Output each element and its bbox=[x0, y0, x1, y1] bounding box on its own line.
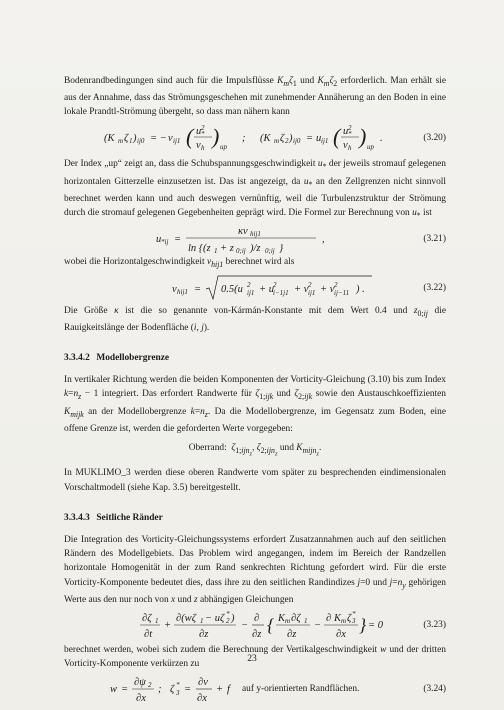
equation-3-22-graphic bbox=[172, 272, 392, 304]
svg-text:∂x: ∂x bbox=[336, 628, 346, 640]
svg-text:): ) bbox=[359, 124, 367, 150]
svg-text:up: up bbox=[367, 143, 374, 152]
svg-text:∂: ∂ bbox=[326, 612, 332, 624]
equation-3-20 bbox=[64, 121, 446, 155]
equation-number-3-22: (3.22) bbox=[423, 282, 446, 293]
svg-text:m: m bbox=[274, 137, 280, 146]
section-heading-seitliche-raender bbox=[64, 511, 446, 525]
svg-text:0.5(u: 0.5(u bbox=[221, 284, 243, 295]
svg-text:ij0: ij0 bbox=[137, 137, 145, 146]
svg-text:ζ: ζ bbox=[347, 612, 352, 624]
svg-text:{: { bbox=[267, 614, 275, 635]
oberrand-und: und bbox=[279, 442, 294, 453]
paragraph-vertikal: In vertikaler Richtung werden die beiden Komponenten der Vorticity-Gleichung (3.10) bis zum Index $k=n_z - 1$ integriert. Das erfordert Randwerte für $\zeta_{1;ijk}$ und $\zeta_{2;ijk}$ sowie den Austauschkoeffizienten $K_{mijk}$ an der Modellobergrenze $k=n_z$. Da die Modellobergrenze, im Gegensatz zum Boden, eine offene Grenze ist, werden die geforderten Werte vorgegeben: bbox=[64, 375, 447, 434]
svg-text:v: v bbox=[168, 133, 173, 145]
svg-text:2: 2 bbox=[348, 124, 352, 133]
paragraph-impulsfluesse: Bodenrandbedingungen sind auch für die Impulsflüsse $K_m\zeta_1$ und $K_m\zeta_2$ erforderlich. Man erhält sie aus der Annahme, dass das Strömungsgeschehen mit zunehmender Annäherung an den Boden in eine lokale Prandtl-Strömung übergeht, so dass man nähern kann bbox=[64, 76, 446, 118]
svg-text:): ) bbox=[133, 133, 137, 145]
svg-text:K: K bbox=[278, 612, 286, 624]
equation-3-23 bbox=[64, 609, 446, 641]
svg-text:∂v: ∂v bbox=[198, 677, 208, 689]
svg-text:*ij: *ij bbox=[161, 237, 169, 246]
section-title: Modellobergrenze bbox=[96, 353, 170, 364]
svg-text:*: * bbox=[348, 130, 352, 139]
svg-text:∂(wζ: ∂(wζ bbox=[176, 612, 196, 624]
equation-3-22 bbox=[64, 272, 446, 304]
page-content bbox=[64, 74, 446, 705]
svg-text:K: K bbox=[334, 612, 342, 624]
svg-text:;: ; bbox=[242, 133, 246, 145]
equation-3-21-graphic bbox=[156, 223, 356, 255]
svg-text:=: = bbox=[306, 133, 314, 145]
svg-text:hij1: hij1 bbox=[177, 288, 188, 296]
svg-text:+ v: + v bbox=[320, 284, 335, 295]
svg-text:f: f bbox=[227, 684, 230, 696]
equation-oberrand: Oberrand: $\zeta_{1;ijn_z}$, $\zeta_{2;ijn_z}$ und $K_{mijn_z}$. bbox=[188, 442, 322, 458]
equation-3-20-graphic bbox=[104, 121, 404, 155]
svg-text:.: . bbox=[380, 133, 383, 145]
svg-text:1: 1 bbox=[129, 137, 133, 146]
svg-text:ij1: ij1 bbox=[247, 289, 255, 297]
svg-text:*: * bbox=[201, 130, 205, 139]
svg-text:(: ( bbox=[186, 124, 194, 150]
svg-text:∂t: ∂t bbox=[144, 628, 153, 640]
svg-text:2: 2 bbox=[285, 137, 289, 146]
svg-text:;: ; bbox=[158, 684, 162, 696]
equation-3-21 bbox=[64, 223, 446, 255]
svg-text:2: 2 bbox=[273, 281, 277, 289]
paragraph-karman: Die Größe κ ist die so genannte von-Kármán-Konstante mit dem Wert 0.4 und $z_{0;ij}$ die Rauigkeitslänge der Bodenfläche (i, j). bbox=[64, 306, 446, 334]
svg-text:−: − bbox=[241, 619, 249, 631]
svg-text:2: 2 bbox=[334, 281, 338, 289]
equation-3-24 bbox=[64, 673, 446, 705]
svg-text:1: 1 bbox=[155, 616, 159, 625]
section-title: Seitliche Ränder bbox=[96, 512, 163, 523]
svg-text:ij0: ij0 bbox=[293, 137, 301, 146]
paragraph-index-up: Der Index „up“ zeigt an, dass die Schubspannungsgeschwindigkeit $u_*$ der jeweils stromauf gelegenen horizontalen Gitterzelle einzusetzen ist. Das ist angezeigt, da $u_*$ an den Zellgrenzen nicht sinnvoll berechnet werden kann und auch deswegen vernünftig, weil die Turbulenzstruktur der Strömung durch die stromauf gelegenen Gegebenheiten geprägt wird. Die Formel zur Berechnung von $u_*$ ist bbox=[64, 159, 447, 220]
svg-text:1: 1 bbox=[304, 616, 308, 625]
svg-text:0;ij: 0;ij bbox=[265, 246, 275, 255]
svg-text:∂ζ: ∂ζ bbox=[291, 612, 301, 624]
svg-text:∂ζ: ∂ζ bbox=[142, 612, 152, 624]
svg-text:+: + bbox=[164, 619, 172, 631]
svg-text:) .: ) . bbox=[356, 284, 365, 295]
svg-text:ij1: ij1 bbox=[321, 137, 329, 146]
svg-text:ζ: ζ bbox=[170, 684, 175, 696]
svg-text:2: 2 bbox=[201, 124, 205, 133]
svg-text:(K: (K bbox=[260, 133, 271, 145]
svg-text:1: 1 bbox=[200, 616, 204, 625]
svg-text:i−1j1: i−1j1 bbox=[273, 289, 289, 297]
svg-text:,: , bbox=[322, 233, 325, 245]
paragraph-horizontal: wobei die Horizontalgeschwindigkeit $v_{hij1}$ berechnet wird als bbox=[64, 256, 295, 269]
svg-text:*: * bbox=[352, 609, 356, 618]
svg-text:∂x: ∂x bbox=[197, 693, 207, 705]
svg-text:+: + bbox=[216, 684, 224, 696]
svg-text:2: 2 bbox=[226, 616, 230, 625]
svg-text:+ u: + u bbox=[259, 284, 274, 295]
svg-text:=: = bbox=[174, 233, 182, 245]
svg-text:m: m bbox=[118, 137, 124, 146]
svg-text:∂z: ∂z bbox=[199, 628, 209, 640]
equation-number-3-24: (3.24) bbox=[423, 684, 446, 695]
svg-text:0;ij: 0;ij bbox=[236, 246, 246, 255]
equation-3-23-graphic bbox=[140, 609, 383, 641]
svg-text:= 0: = 0 bbox=[368, 619, 383, 631]
paragraph-berechnet: berechnet werden, wobei sich zudem die Berechnung der Vertikalgeschwindigkeit w und der dritten Vorticity-Komponente verkürzen zu bbox=[64, 644, 446, 669]
svg-text:): ) bbox=[289, 133, 293, 145]
svg-text:u: u bbox=[196, 126, 202, 138]
svg-text:up: up bbox=[220, 143, 227, 152]
svg-text:ζ: ζ bbox=[124, 133, 129, 145]
svg-text:(K: (K bbox=[104, 133, 115, 145]
section-number: 3.3.4.3 bbox=[64, 512, 90, 523]
svg-text:h: h bbox=[348, 144, 352, 153]
svg-text:*: * bbox=[176, 681, 180, 690]
svg-text:): ) bbox=[212, 124, 220, 150]
svg-text:*: * bbox=[226, 609, 230, 618]
svg-text:v: v bbox=[172, 284, 177, 295]
svg-text:w: w bbox=[110, 684, 118, 696]
svg-text:− uζ: − uζ bbox=[205, 612, 225, 624]
svg-text:κv: κv bbox=[238, 225, 248, 237]
svg-text:3: 3 bbox=[176, 689, 180, 698]
svg-text:2: 2 bbox=[247, 281, 251, 289]
section-number: 3.3.4.2 bbox=[64, 353, 90, 364]
svg-text:ln {(z: ln {(z bbox=[188, 242, 211, 254]
svg-text:v: v bbox=[343, 140, 348, 152]
section-heading-modellobergrenze bbox=[64, 351, 446, 365]
paragraph-muklimo: In MUKLIMO_3 werden diese oberen Randwerte vom später zu besprechenden eindimensionalen Vorschaltmodell (siehe Kap. 3.5) bereitgestellt. bbox=[64, 468, 446, 493]
svg-text:∂z: ∂z bbox=[287, 628, 297, 640]
svg-text:ij1: ij1 bbox=[308, 289, 316, 297]
svg-text:}: } bbox=[359, 614, 367, 635]
svg-text:h: h bbox=[201, 144, 205, 153]
svg-text:ζ: ζ bbox=[280, 133, 285, 145]
svg-text:ij1: ij1 bbox=[173, 137, 181, 146]
svg-text:3: 3 bbox=[352, 616, 356, 625]
svg-text:1: 1 bbox=[214, 246, 218, 255]
svg-text:}: } bbox=[279, 242, 284, 254]
page-number: 23 bbox=[247, 653, 257, 664]
svg-text:∂: ∂ bbox=[254, 612, 260, 624]
svg-text:= −: = − bbox=[150, 133, 167, 145]
svg-text:+ v: + v bbox=[294, 284, 309, 295]
svg-text:u: u bbox=[343, 126, 349, 138]
svg-text:u: u bbox=[156, 233, 162, 245]
svg-text:=: = bbox=[194, 284, 202, 295]
svg-text:2: 2 bbox=[308, 281, 312, 289]
svg-text:=: = bbox=[184, 684, 192, 696]
equation-number-3-23: (3.23) bbox=[423, 619, 446, 630]
svg-text:(: ( bbox=[333, 124, 341, 150]
svg-text:): ) bbox=[231, 612, 235, 624]
svg-text:+ z: + z bbox=[220, 242, 234, 254]
svg-text:∂x: ∂x bbox=[136, 693, 146, 705]
svg-text:hij1: hij1 bbox=[250, 229, 261, 238]
equation-number-3-21: (3.21) bbox=[423, 233, 446, 244]
svg-text:m: m bbox=[341, 616, 347, 625]
svg-text:m: m bbox=[285, 616, 291, 625]
svg-text:∂z: ∂z bbox=[252, 628, 262, 640]
svg-text:∂ψ: ∂ψ bbox=[134, 677, 146, 689]
svg-text:v: v bbox=[196, 140, 201, 152]
svg-text:ij−11: ij−11 bbox=[334, 289, 350, 297]
oberrand-label: Oberrand: bbox=[188, 442, 227, 453]
svg-text:−: − bbox=[314, 619, 322, 631]
paragraph-integration: Die Integration des Vorticity-Gleichungssystems erfordert Zusatzannahmen auch auf den seitlichen Rändern des Modellgebiets. Das Problem wird angegangen, indem im Bereich der Randzellen horizontale Homogenität in der zum Rand senkrechten Richtung gefordert wird. Für die erste Vorticity-Komponente bedeutet dies, dass ihre zu den seitlichen Randindizes j=0 und $j=n_y$ gehörigen Werte aus den nur noch von x und z abhängigen Gleichungen bbox=[64, 534, 446, 605]
svg-text:2: 2 bbox=[148, 681, 152, 690]
svg-text:=: = bbox=[121, 684, 129, 696]
equation-number-3-20: (3.20) bbox=[423, 133, 446, 144]
svg-text:)/z: )/z bbox=[250, 242, 261, 254]
equation-3-24-suffix: auf y-orientierten Randflächen. bbox=[242, 684, 360, 695]
svg-text:u: u bbox=[316, 133, 322, 145]
